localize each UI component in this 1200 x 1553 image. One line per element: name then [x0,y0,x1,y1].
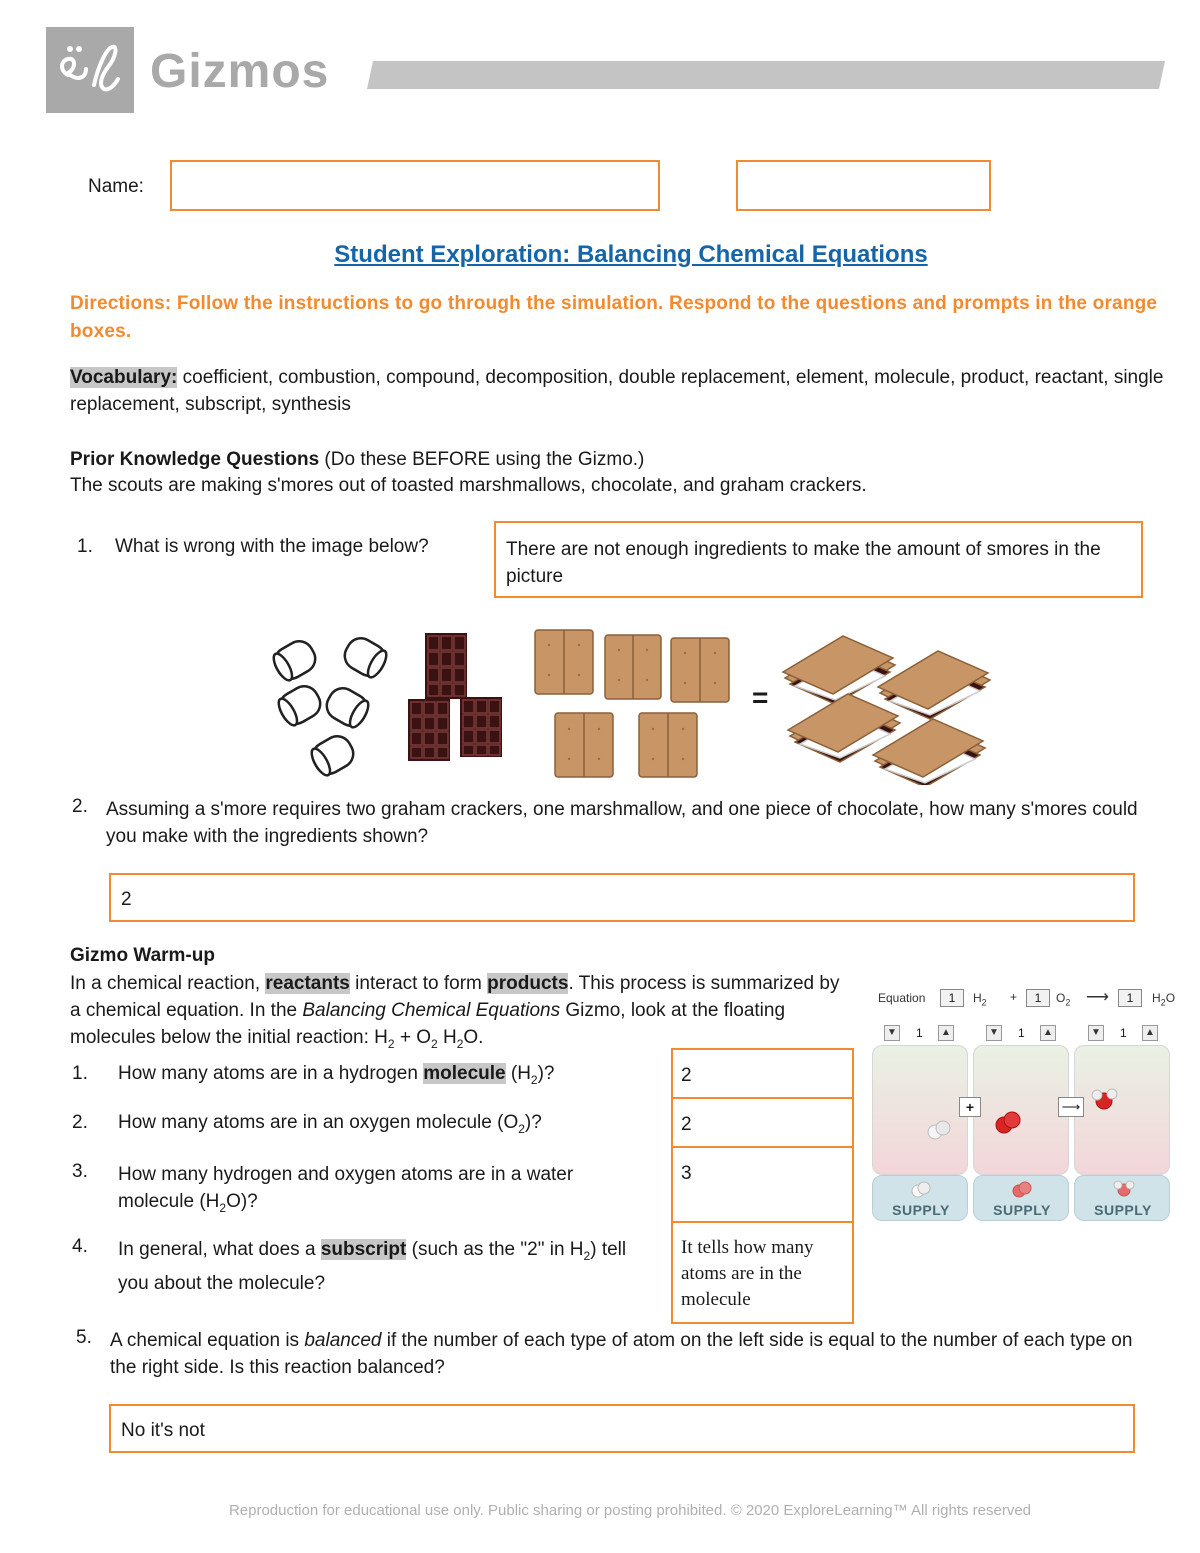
wu-q2-answer: 2 [681,1114,692,1135]
stepper-h2[interactable] [882,1025,972,1043]
wu-q3-number: 3. [72,1161,88,1182]
wu-q3-answer: 3 [681,1163,692,1184]
vocabulary [70,364,1170,418]
header-bar [367,61,1165,89]
water-supply-icon [1112,1179,1136,1199]
wu-q1-answer-box[interactable] [671,1048,854,1099]
equation-arrow: ⟶ [1086,989,1109,1006]
wu-q1-answer: 2 [681,1065,692,1086]
pk-q2-answer-box[interactable] [109,873,1135,922]
plus-button: + [959,1097,981,1117]
date-field[interactable] [736,160,991,211]
prior-knowledge-note: (Do these BEFORE using the Gizmo.) [319,449,645,470]
stepper-value: 1 [1018,1026,1025,1040]
wu-q4-text: In general, what does a subscript (such as the "2" in $H_2$) tell you about the molecule? [118,1239,627,1294]
pk-q1-answer-box[interactable] [494,521,1143,598]
oxygen-supply-icon [1011,1181,1033,1199]
arrow-button: ⟶ [1058,1097,1084,1117]
footer-copyright: Reproduction for educational use only. Public sharing or posting prohibited. © 2020 ExploreLearning™ All rights reserved [228,1502,1032,1519]
decrease-icon[interactable]: ▼ [884,1025,900,1041]
decrease-icon[interactable]: ▼ [986,1025,1002,1041]
stepper-value: 1 [1120,1026,1127,1040]
oxygen-molecule-icon [994,1111,1022,1135]
wu-q4-number: 4. [72,1236,88,1257]
equation-plus: + [1010,990,1018,1004]
page-title: Student Exploration: Balancing Chemical Equations [334,241,928,268]
wu-q3-answer-box[interactable] [671,1146,854,1223]
supply-label: SUPPLY [892,1202,950,1218]
smores-illustration [265,625,995,785]
pk-q1-number: 1. [77,536,93,557]
wu-q5-number: 5. [76,1327,92,1348]
wu-q1-number: 1. [72,1063,88,1084]
vocabulary-text: coefficient, combustion, compound, decomposition, double replacement, element, molecule, product, reactant, single replacement, subscript, synthesis [70,367,1164,415]
brand-name: Gizmos [150,45,330,98]
species-o2: $O_2$ [1056,991,1071,1008]
vocabulary-label: Vocabulary: [70,367,178,388]
pk-q2-number: 2. [72,796,88,817]
prior-knowledge-heading [70,446,1170,473]
wu-q1-text: How many atoms are in a hydrogen molecule $(H_2)$? [118,1063,555,1087]
stepper-o2[interactable] [984,1025,1074,1043]
hydrogen-supply-icon [910,1181,932,1199]
water-molecule-icon [1090,1087,1120,1113]
warmup-intro: In a chemical reaction, reactants interact to form products. This process is summarized by a chemical equation. In the Balancing Chemical Equations Gizmo, look at the floating molecules below the initial reaction: $H_2 + O_2$ $H_2O$. [70,973,840,1051]
directions: Directions: Follow the instructions to go through the simulation. Respond to the questions and prompts in the orange boxes. [70,293,1158,342]
equation-label: Equation [878,991,926,1005]
increase-icon[interactable]: ▲ [1142,1025,1158,1041]
container-h2 [872,1045,968,1175]
wu-q5-answer: No it's not [121,1420,205,1441]
hydrogen-molecule-icon [926,1119,952,1141]
gizmos-logo [46,27,134,113]
name-label: Name: [88,176,144,197]
pk-q2-answer: 2 [121,889,132,910]
wu-q2-text: How many atoms are in an oxygen molecule $(O_2)$? [118,1112,542,1136]
gizmo-name: Balancing Chemical Equations [302,1000,561,1021]
reactants-term: reactants [265,973,350,994]
wu-q5-answer-box[interactable] [109,1404,1135,1453]
decrease-icon[interactable]: ▼ [1088,1025,1104,1041]
marshmallow-icon [270,633,391,779]
products-term: products [487,973,569,994]
pk-q1-answer: There are not enough ingredients to make the amount of smores in the picture [506,539,1101,587]
prior-knowledge-title: Prior Knowledge Questions [70,449,320,470]
wu-q4-answer-box[interactable] [671,1221,854,1324]
stepper-h2o[interactable] [1086,1025,1176,1043]
wu-q3-text: How many hydrogen and oxygen atoms are in a water molecule $(H_2O)$? [118,1164,574,1215]
pk-q2-text: Assuming a s'more requires two graham crackers, one marshmallow, and one piece of chocolate, how many s'mores could you make with the ingredients shown? [106,799,1138,847]
el-logo-icon [46,27,134,113]
smore-icon [783,636,990,785]
container-o2 [973,1045,1069,1175]
prior-knowledge-intro: The scouts are making s'mores out of toasted marshmallows, chocolate, and graham crackers. [70,475,867,496]
wu-q2-answer-box[interactable] [671,1097,854,1148]
stepper-value: 1 [916,1026,923,1040]
coefficient-h2[interactable]: 1 [940,989,964,1007]
wu-q4-answer: It tells how many atoms are in the molecule [681,1237,814,1310]
warmup-heading: Gizmo Warm-up [70,945,215,966]
wu-q5-text: A chemical equation is balanced if the number of each type of atom on the left side is equal to the number of each type on the right side. Is this reaction balanced? [110,1330,1133,1378]
gizmo-simulation-panel [866,985,1181,1225]
wu-q2-number: 2. [72,1112,88,1133]
species-h2o: $H_2O$ [1152,991,1176,1008]
equals-sign: = [752,682,769,713]
coefficient-o2[interactable]: 1 [1026,989,1050,1007]
pk-q1-text: What is wrong with the image below? [115,536,429,557]
name-field[interactable] [170,160,660,211]
graham-cracker-icon [535,630,729,777]
increase-icon[interactable]: ▲ [938,1025,954,1041]
container-h2o [1074,1045,1170,1175]
increase-icon[interactable]: ▲ [1040,1025,1056,1041]
supply-label: SUPPLY [1094,1202,1152,1218]
chocolate-icon [408,633,502,761]
supply-label: SUPPLY [993,1202,1051,1218]
species-h2: $H_2$ [973,991,987,1008]
coefficient-h2o[interactable]: 1 [1118,989,1142,1007]
